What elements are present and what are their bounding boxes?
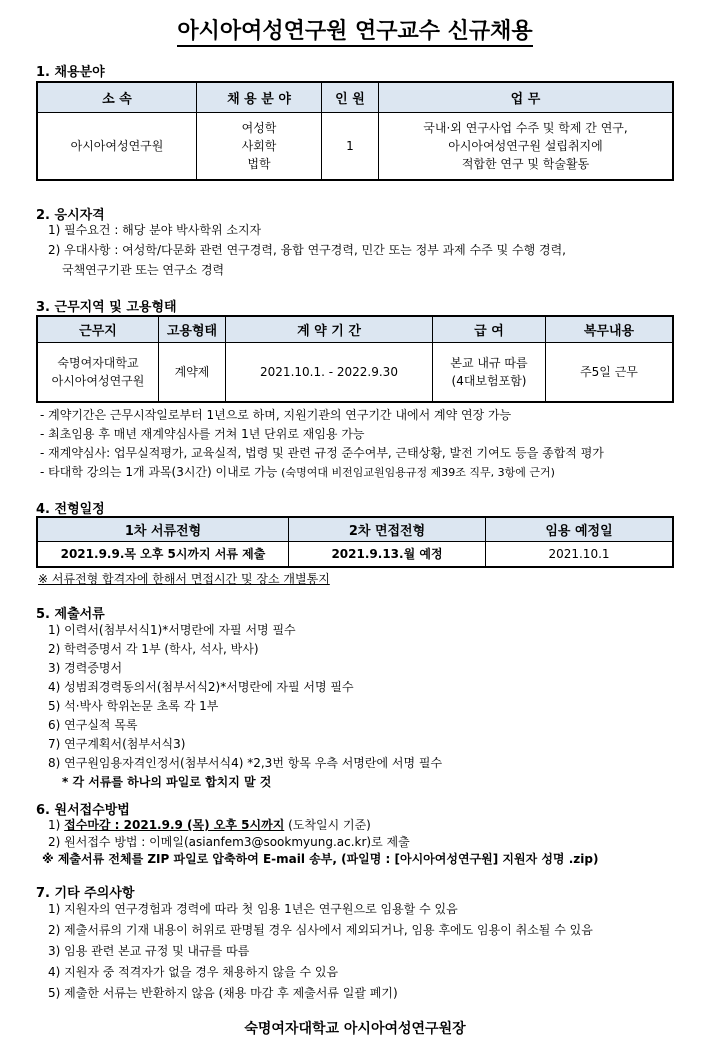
section-3-heading: 3. 근무지역 및 고용형태 bbox=[36, 300, 177, 315]
caution-item: 3) 임용 관련 본교 규정 및 내규를 따름 bbox=[48, 944, 250, 958]
col-header-duty: 복무내용 bbox=[546, 316, 674, 342]
col-header-duty: 업 무 bbox=[379, 82, 674, 112]
cell-period: 2021.10.1. - 2022.9.30 bbox=[226, 342, 433, 402]
deadline-line: 1) 접수마감 : 2021.9.9 (목) 오후 5시까지 (도착일시 기준) bbox=[48, 818, 371, 832]
cell-stage2: 2021.9.13.월 예정 bbox=[289, 541, 486, 567]
caution-item: 5) 제출한 서류는 반환하지 않음 (채용 마감 후 제출서류 일괄 폐기) bbox=[48, 986, 398, 1000]
caution-item: 4) 지원자 중 적격자가 없을 경우 채용하지 않을 수 있음 bbox=[48, 965, 339, 979]
cell-salary: 본교 내규 따름 (4대보험포함) bbox=[433, 342, 546, 402]
section-2-heading: 2. 응시자격 bbox=[36, 208, 105, 223]
qualification-preferred: 2) 우대사항 : 여성학/다문화 관련 연구경력, 융합 연구경력, 민간 또는 정부 과제 수주 및 수행 경력, bbox=[48, 243, 566, 257]
cell-duties: 국내·외 연구사업 수주 및 학제 간 연구, 아시아여성연구원 설립취지에 적합한 연구 및 학술활동 bbox=[379, 112, 674, 180]
section-5-heading: 5. 제출서류 bbox=[36, 607, 105, 622]
document-item: 7) 연구계획서(첨부서식3) bbox=[48, 737, 186, 751]
page-title: 아시아여성연구원 연구교수 신규채용 bbox=[0, 14, 710, 45]
cell-appointment: 2021.10.1 bbox=[486, 541, 674, 567]
note-review: - 재계약심사: 업무실적평가, 교육실적, 법령 및 관련 규정 준수여부, 근태상황, 발전 기여도 등을 종합적 평가 bbox=[40, 446, 604, 460]
section-7-heading: 7. 기타 주의사항 bbox=[36, 886, 135, 901]
zip-note: ※ 제출서류 전체를 ZIP 파일로 압축하여 E-mail 송부, (파일명 : [아시아여성연구원] 지원자 성명 .zip) bbox=[42, 852, 599, 866]
cell-place: 숙명여자대학교 아시아여성연구원 bbox=[37, 342, 159, 402]
document-item: 6) 연구실적 목록 bbox=[48, 718, 138, 732]
section-6-heading: 6. 원서접수방법 bbox=[36, 803, 130, 818]
col-header-place: 근무지 bbox=[37, 316, 159, 342]
document-item: 1) 이력서(첨부서식1)*서명란에 자필 서명 필수 bbox=[48, 623, 296, 637]
recruit-field-table bbox=[36, 81, 674, 181]
cell-stage1: 2021.9.9.목 오후 5시까지 서류 제출 bbox=[37, 541, 289, 567]
schedule-table bbox=[36, 516, 674, 568]
section-4-heading: 4. 전형일정 bbox=[36, 502, 105, 517]
document-item: 2) 학력증명서 각 1부 (학사, 석사, 박사) bbox=[48, 642, 259, 656]
caution-item: 1) 지원자의 연구경험과 경력에 따라 첫 임용 1년은 연구원으로 임용할 수 있음 bbox=[48, 902, 458, 916]
employment-table bbox=[36, 315, 674, 403]
col-header-stage1: 1차 서류전형 bbox=[37, 517, 289, 541]
note-lecture: - 타대학 강의는 1개 과목(3시간) 이내로 가능 (숙명여대 비전임교원임용규정 제39조 직무, 3항에 근거) bbox=[40, 465, 555, 479]
cell-duty: 주5일 근무 bbox=[546, 342, 674, 402]
col-header-count: 인 원 bbox=[322, 82, 379, 112]
method-line: 2) 원서접수 방법 : 이메일(asianfem3@sookmyung.ac.kr)로 제출 bbox=[48, 835, 410, 849]
cell-type: 계약제 bbox=[159, 342, 226, 402]
col-header-type: 고용형태 bbox=[159, 316, 226, 342]
col-header-stage2: 2차 면접전형 bbox=[289, 517, 486, 541]
document-note: * 각 서류를 하나의 파일로 합치지 말 것 bbox=[62, 775, 272, 789]
qualification-preferred-cont: 국책연구기관 또는 연구소 경력 bbox=[62, 263, 225, 277]
col-header-period: 계 약 기 간 bbox=[226, 316, 433, 342]
col-header-org: 소 속 bbox=[37, 82, 197, 112]
document-item: 3) 경력증명서 bbox=[48, 661, 123, 675]
caution-item: 2) 제출서류의 기재 내용이 허위로 판명될 경우 심사에서 제외되거나, 임용 후에도 임용이 취소될 수 있음 bbox=[48, 923, 593, 937]
qualification-required: 1) 필수요건 : 해당 분야 박사학위 소지자 bbox=[48, 223, 262, 237]
schedule-note: ※ 서류전형 합격자에 한해서 면접시간 및 장소 개별통지 bbox=[38, 572, 330, 586]
document-item: 8) 연구원임용자격인정서(첨부서식4) *2,3번 항목 우측 서명란에 서명 필수 bbox=[48, 756, 443, 770]
note-contract: - 계약기간은 근무시작일로부터 1년으로 하며, 지원기관의 연구기간 내에서 계약 연장 가능 bbox=[40, 408, 512, 422]
document-item: 5) 석·박사 학위논문 초록 각 1부 bbox=[48, 699, 219, 713]
col-header-appointment: 임용 예정일 bbox=[486, 517, 674, 541]
issuer-signature: 숙명여자대학교 아시아여성연구원장 bbox=[244, 1021, 466, 1037]
document-item: 4) 성범죄경력동의서(첨부서식2)*서명란에 자필 서명 필수 bbox=[48, 680, 354, 694]
col-header-salary: 급 여 bbox=[433, 316, 546, 342]
cell-org: 아시아여성연구원 bbox=[37, 112, 197, 180]
section-1-heading: 1. 채용분야 bbox=[36, 65, 105, 80]
cell-count: 1 bbox=[322, 112, 379, 180]
note-renewal: - 최초임용 후 매년 재계약심사를 거쳐 1년 단위로 재임용 가능 bbox=[40, 427, 365, 441]
cell-fields: 여성학 사회학 법학 bbox=[197, 112, 322, 180]
col-header-field: 채 용 분 야 bbox=[197, 82, 322, 112]
